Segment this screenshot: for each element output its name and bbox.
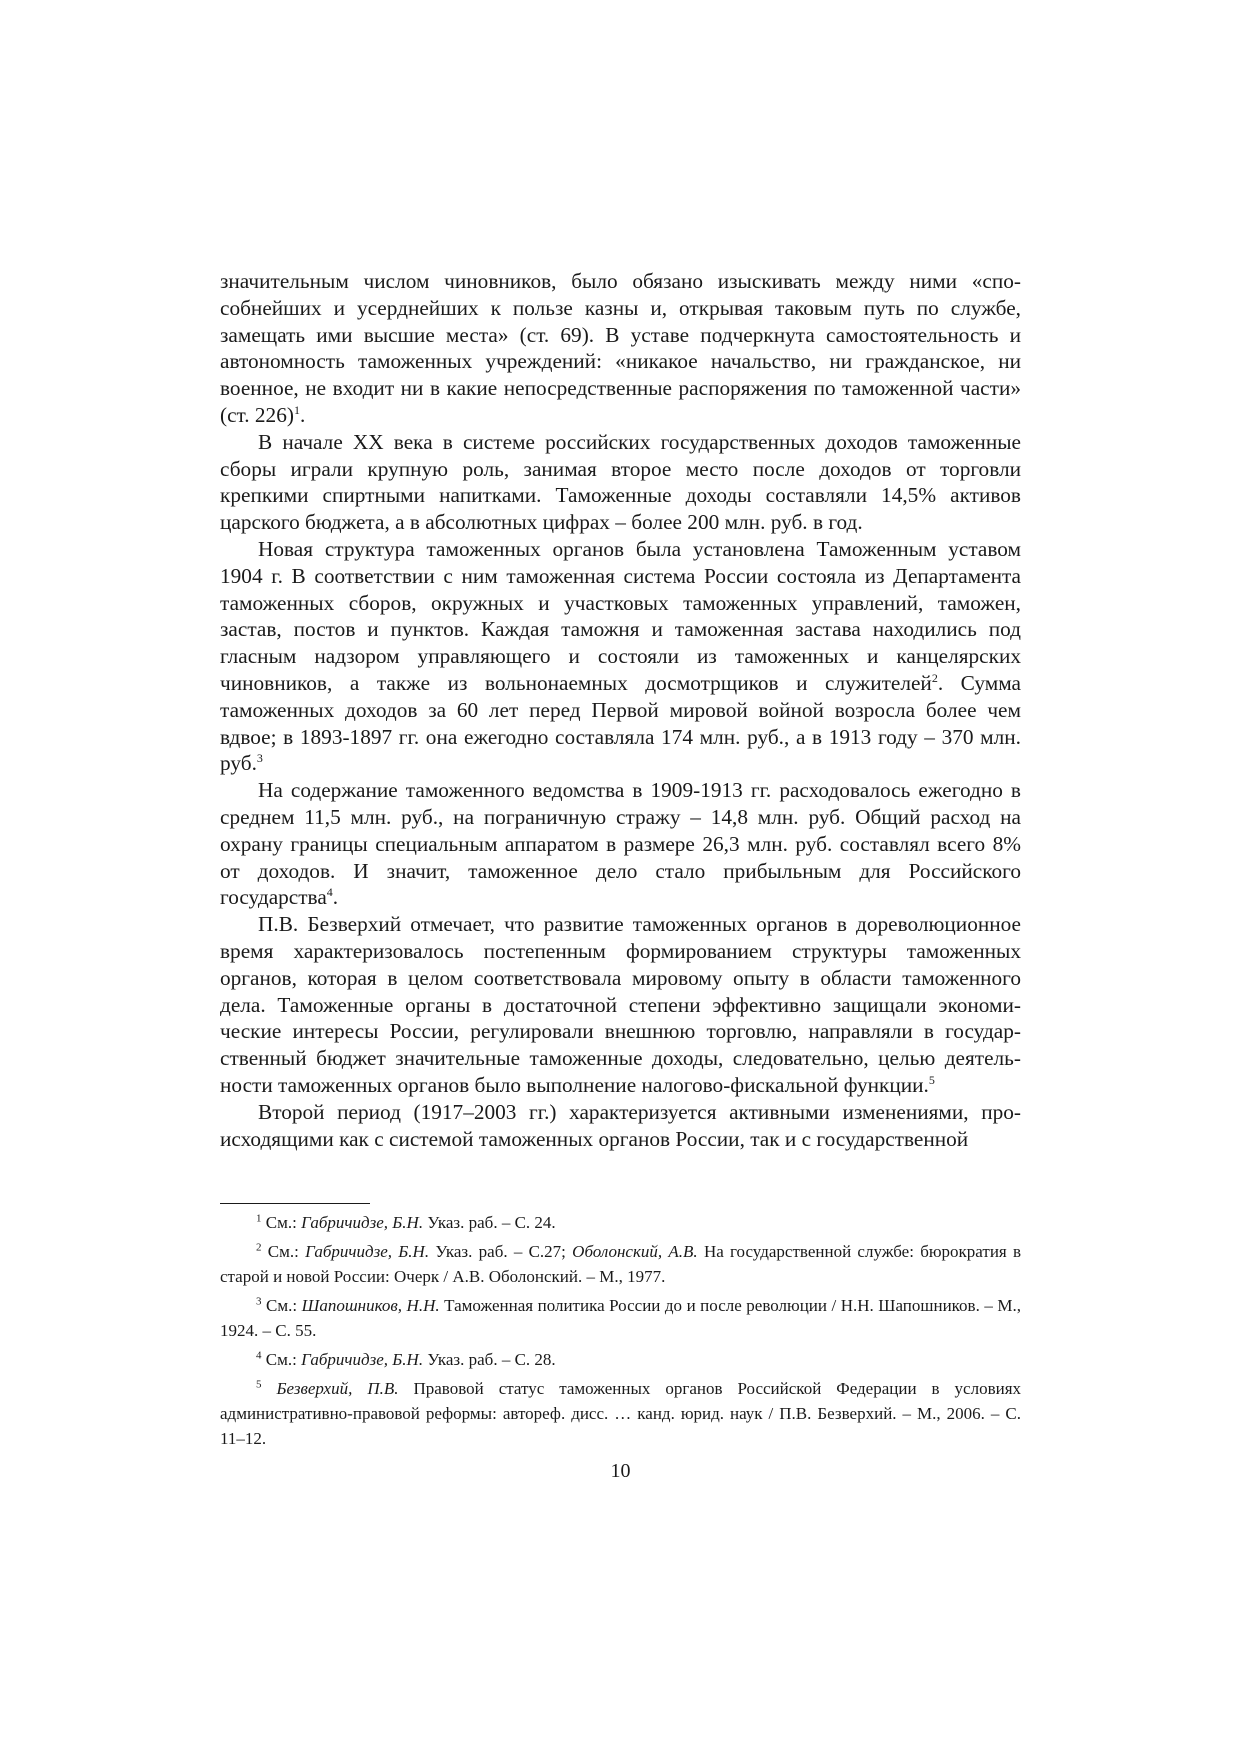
footnote-2-source: Указ. раб. – С.27; xyxy=(429,1242,573,1261)
paragraph-1-tail: . xyxy=(299,402,306,427)
paragraph-3 xyxy=(220,536,1021,777)
paragraph-1-text: значительным числом чиновников, было обязано изыскивать между ними «способнейших и усерднейших к пользе казны и, открывая таковым путь по службе, замещать ими высшие места» (ст. 69). В уставе подчеркнута самостоятельность и автономность таможенных учреждений: «никакое начальство, ни гражданское, ни военное, не входит ни в какие непосредственные распоряжения по таможенной части» (ст. 226) xyxy=(220,269,1021,427)
paragraph-6 xyxy=(220,1099,1021,1153)
footnote-ref-4: 4 xyxy=(326,885,333,900)
footnote-4-source: Указ. раб. – С. 28. xyxy=(423,1350,556,1369)
footnote-5 xyxy=(220,1376,1021,1451)
paragraph-6-text: Второй период (1917–2003 гг.) характеризуется активными изменениями, происходящими как с системой таможенных органов России, так и с государственной xyxy=(220,1099,1021,1151)
footnote-1-author: Габричидзе, Б.Н. xyxy=(301,1213,424,1232)
footnote-2-author: Габричидзе, Б.Н. xyxy=(305,1242,430,1261)
footnote-3-number: 3 xyxy=(256,1295,262,1308)
footnote-4-number: 4 xyxy=(256,1349,262,1362)
footnote-3 xyxy=(220,1293,1021,1343)
footnote-5-author: Безверхий, П.В. xyxy=(276,1379,399,1398)
footnotes xyxy=(220,1210,1021,1455)
footnote-ref-5: 5 xyxy=(928,1072,935,1087)
footnote-2 xyxy=(220,1239,1021,1289)
footnote-1-source: Указ. раб. – С. 24. xyxy=(423,1213,556,1232)
paragraph-1 xyxy=(220,268,1021,429)
paragraph-4 xyxy=(220,777,1021,911)
footnote-ref-3: 3 xyxy=(256,751,263,766)
footnote-3-author: Шапошников, Н.Н. xyxy=(301,1296,440,1315)
footnote-ref-2: 2 xyxy=(931,670,938,685)
paragraph-3-text: Новая структура таможенных органов была установлена Таможенным уставом 1904 г. В соответствии с ним таможенная система России состояла из Департамента таможенных сборов, окружных и участковых таможенных управлений, таможен, застав, постов и пунктов. Каждая таможня и таможенная застава находились под гласным надзором управляющего и состояли из таможенных и канцелярских чиновников, а также из вольнонаемных досмотрщиков и служителей xyxy=(220,536,1021,695)
footnote-3-source: Таможенная политика России до и после революции / Н.Н. Шапошников. – М., 1924. – С. 55. xyxy=(220,1296,1021,1340)
paragraph-5 xyxy=(220,911,1021,1099)
paragraph-4-text: На содержание таможенного ведомства в 1909-1913 гг. расходовалось ежегодно в среднем 11,5 млн. руб., на пограничную стражу – 14,8 млн. руб. Общий расход на охрану границы специальным аппаратом в размере 26,3 млн. руб. составлял всего 8% от доходов. И значит, таможенное дело стало прибыльным для Российского государства xyxy=(220,778,1021,910)
footnote-1 xyxy=(220,1210,1021,1235)
footnote-4-author: Габричидзе, Б.Н. xyxy=(301,1350,424,1369)
footnote-2-number: 2 xyxy=(256,1241,262,1254)
footnote-1-number: 1 xyxy=(256,1212,262,1225)
main-text xyxy=(220,268,1021,1152)
footnote-2-author-2: Оболонский, А.В. xyxy=(572,1242,698,1261)
page-number: 10 xyxy=(610,1460,631,1482)
footnote-divider xyxy=(220,1203,370,1204)
footnote-2-pre: См.: xyxy=(267,1242,306,1261)
footnote-ref-1: 1 xyxy=(293,402,300,417)
footnote-4-pre: См.: xyxy=(265,1350,302,1369)
paragraph-2 xyxy=(220,429,1021,536)
footnote-2-source-2: На государственной службе: бюрократия в старой и новой России: Очерк / А.В. Оболонский. – М., 1977. xyxy=(220,1242,1022,1286)
paragraph-5-text: П.В. Безверхий отмечает, что развитие таможенных органов в дореволюционное время характеризовалось постепенным формированием структуры таможенных органов, которая в целом соответствовала мировому опыту в области таможенного дела. Таможенные органы в достаточной степени эффективно защищали экономические интересы России, регулировали внешнюю торговлю, направляли в государственный бюджет значительные таможенные доходы, следовательно, целью деятельности таможенных органов было выполнение налогово-фискальной функции. xyxy=(220,912,1021,1097)
footnote-3-pre: См.: xyxy=(266,1296,302,1315)
footnote-1-pre: См.: xyxy=(265,1213,302,1232)
footnote-5-source: Правовой статус таможенных органов Российской Федерации в условиях административно-правовой реформы: автореф. дисс. … канд. юрид. наук / П.В. Безверхий. – М., 2006. – С. 11–12. xyxy=(220,1379,1022,1448)
footnote-5-number: 5 xyxy=(256,1378,262,1391)
paragraph-3-tail: . Сумма таможенных доходов за 60 лет перед Первой мировой войной возросла более чем вдвое; в 1893-1897 гг. она ежегодно составляла 174 млн. руб., а в 1913 году – 370 млн. руб. xyxy=(220,670,1021,776)
paragraph-4-tail: . xyxy=(332,885,339,910)
paragraph-2-text: В начале XX века в системе российских государственных доходов таможенные сборы играли крупную роль, занимая второе место после доходов от торговли крепкими спиртными напитками. Таможенные доходы составляли 14,5% активов царского бюджета, а в абсолютных цифрах – более 200 млн. руб. в год. xyxy=(220,429,1021,535)
footnote-4 xyxy=(220,1347,1021,1372)
